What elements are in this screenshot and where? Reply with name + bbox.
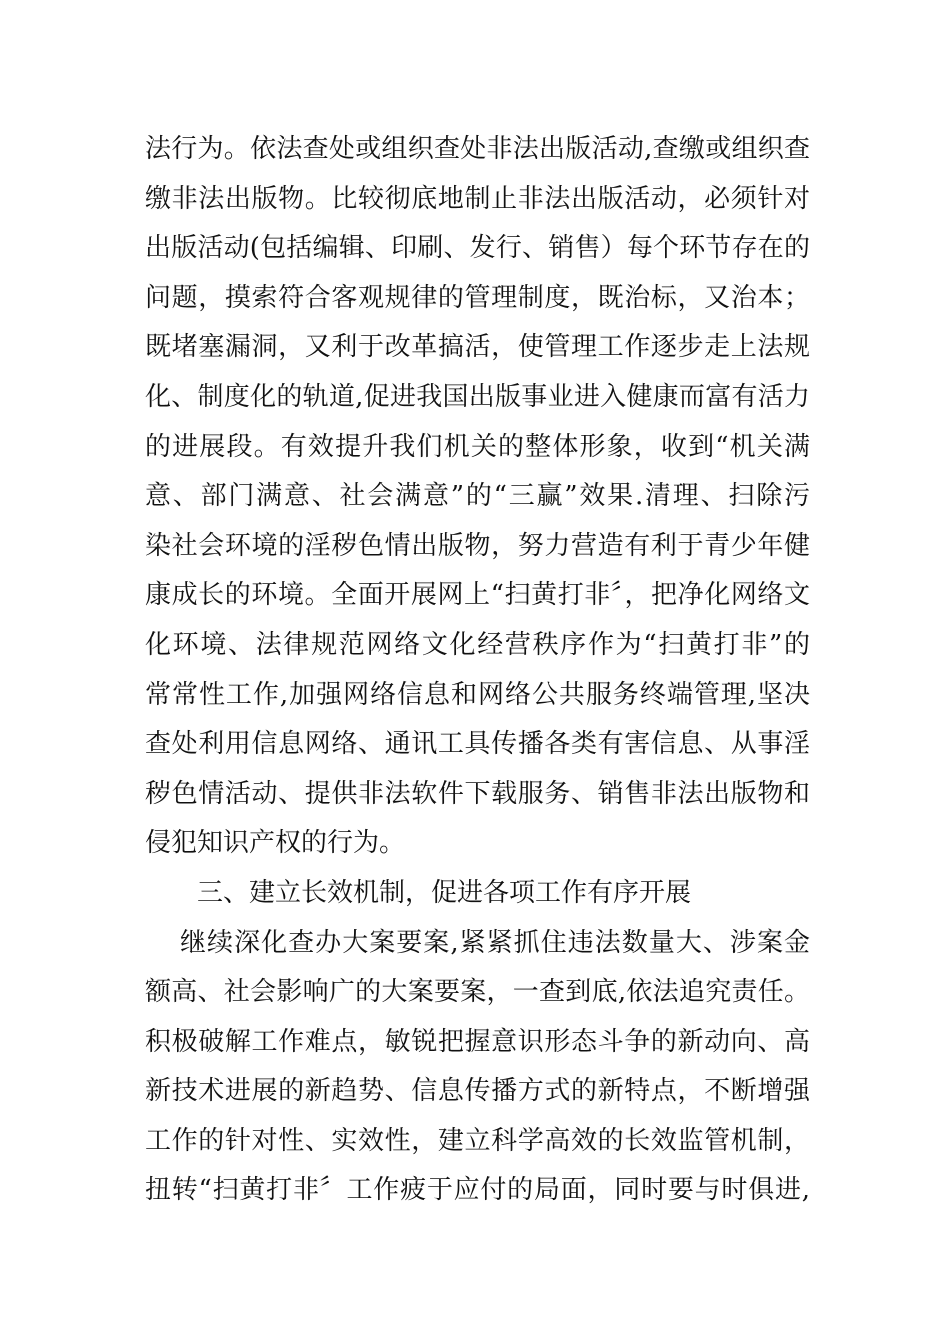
text-line-11: 化环境、法律规范网络文化经营秩序作为“扫黄打非”的 [145, 629, 810, 660]
text-line-7: 的进展段。有效提升我们机关的整体形象，收到“机关满 [145, 431, 810, 462]
text-line-6: 化、制度化的轨道,促进我国出版事业进入健康而富有活力 [145, 381, 810, 412]
text-line-22: 扭转“扫黄打非〞工作疲于应付的局面，同时要与时俱进, [145, 1175, 810, 1206]
text-line-2: 缴非法出版物。比较彻底地制止非法出版活动，必须针对 [145, 183, 810, 214]
text-line-18: 额高、社会影响广的大案要案，一查到底,依法追究责任。 [145, 977, 810, 1008]
text-line-13: 查处利用信息网络、通讯工具传播各类有害信息、从事淫 [145, 729, 810, 760]
text-line-12: 常常性工作,加强网络信息和网络公共服务终端管理,坚决 [145, 679, 810, 710]
body-text [145, 125, 810, 1216]
text-line-10: 康成长的环境。全面开展网上“扫黄打非〞，把净化网络文 [145, 580, 810, 611]
text-line-1: 法行为。依法查处或组织查处非法出版活动,查缴或组织查 [145, 134, 810, 164]
text-line-19: 积极破解工作难点，敏锐把握意识形态斗争的新动向、高 [145, 1026, 810, 1057]
text-line-8: 意、部门满意、社会满意”的“三赢”效果.清理、扫除污 [145, 481, 810, 512]
section-heading: 三、建立长效机制，促进各项工作有序开展 [197, 877, 692, 908]
text-line-14: 秽色情活动、提供非法软件下载服务、销售非法出版物和 [145, 778, 810, 809]
text-line-5: 既堵塞漏洞，又利于改革搞活，使管理工作逐步走上法规 [145, 332, 810, 363]
text-line-15: 侵犯知识产权的行为。 [145, 828, 406, 859]
text-line-4: 问题，摸索符合客观规律的管理制度，既治标，又治本； [145, 282, 810, 313]
text-line-21: 工作的针对性、实效性，建立科学高效的长效监管机制， [145, 1125, 810, 1156]
text-line-9: 染社会环境的淫秽色情出版物，努力营造有利于青少年健 [145, 530, 810, 561]
text-line-17: 继续深化查办大案要案,紧紧抓住违法数量大、涉案金 [180, 927, 810, 958]
text-line-3: 出版活动(包括编辑、印刷、发行、销售）每个环节存在的 [145, 233, 810, 264]
text-line-20: 新技术进展的新趋势、信息传播方式的新特点，不断增强 [145, 1076, 810, 1107]
